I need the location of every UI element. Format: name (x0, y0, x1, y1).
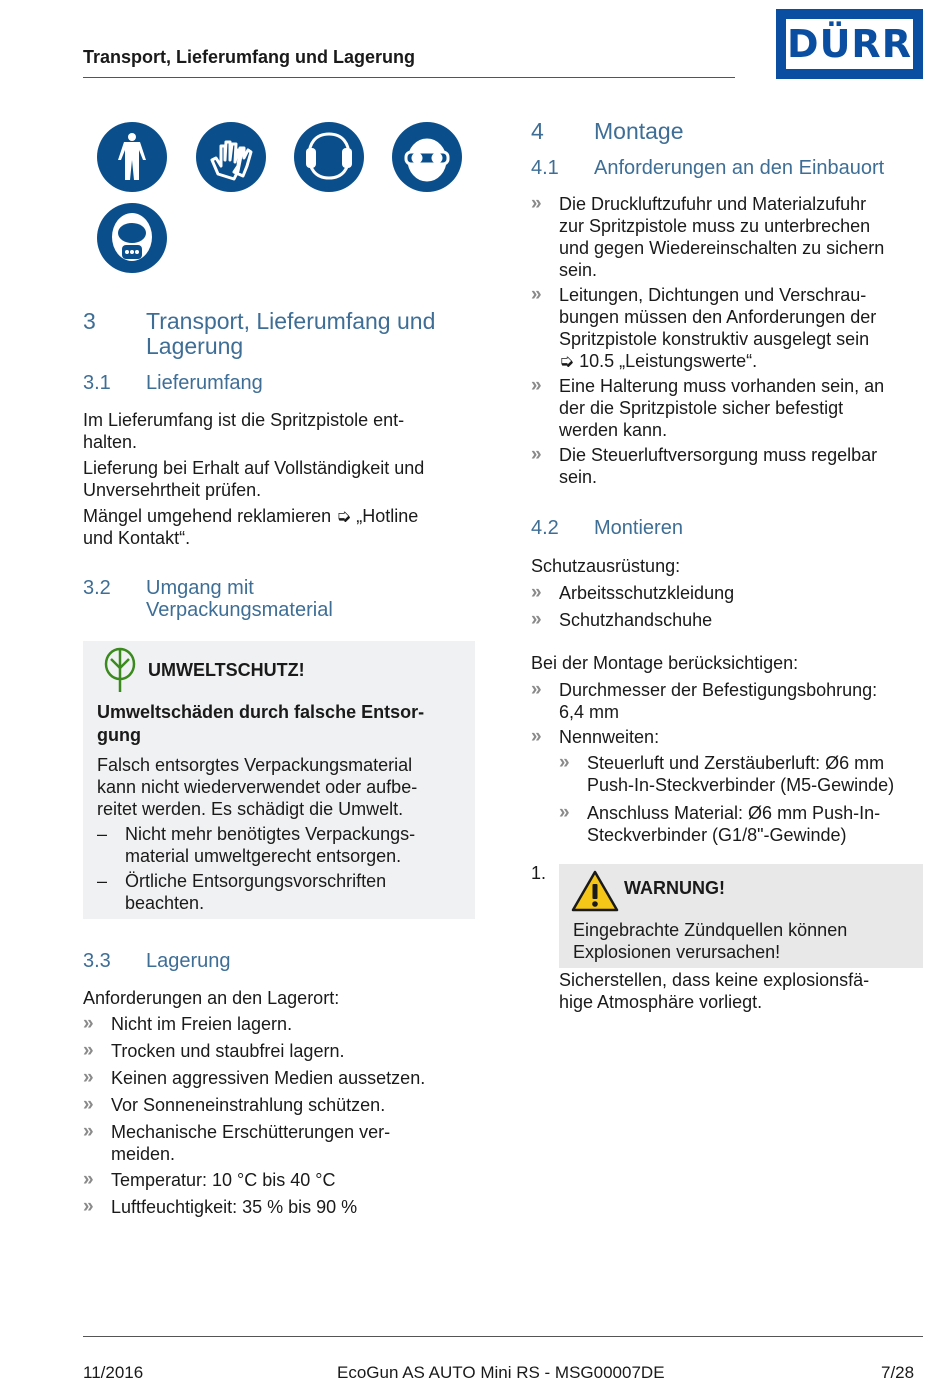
bullet-icon: » (531, 679, 539, 700)
section-4-2-heading (531, 517, 931, 541)
bullet-icon: » (531, 193, 539, 214)
list-item (83, 1040, 483, 1062)
protective-equipment-label: Schutzausrüstung: (531, 556, 681, 576)
section-4-heading (531, 119, 931, 145)
text-line: Schutzhandschuhe (559, 610, 713, 630)
text-line: Keinen aggressiven Medien aussetzen. (111, 1068, 426, 1088)
delivery-check-text (83, 457, 424, 501)
section-title: Transport, Lieferumfang und Lagerung (146, 308, 436, 359)
footer-date: 11/2016 (83, 1363, 144, 1380)
text-line: reitet werden. Es schädigt die Umwelt. (97, 799, 404, 819)
warning-box (559, 864, 923, 968)
list-item (83, 1121, 483, 1165)
respirator-mask-icon (97, 203, 167, 273)
text-line: und Kontakt“. (83, 528, 191, 548)
text-line: halten. (83, 432, 138, 452)
section-number: 4.2 (531, 517, 559, 539)
section-3-heading (83, 309, 483, 361)
text-line: hige Atmosphäre vorliegt. (559, 992, 763, 1012)
environment-notice-box (83, 641, 475, 919)
text-line: Nennweiten: (559, 727, 660, 747)
list-item (83, 1094, 483, 1116)
text-line: Sicherstellen, dass keine explosionsfä- (559, 970, 870, 990)
bullet-icon: » (83, 1169, 91, 1190)
list-item (531, 582, 931, 604)
delivery-scope-text (83, 409, 404, 453)
bullet-icon: » (83, 1040, 91, 1061)
list-item (83, 1013, 483, 1035)
list-item (531, 284, 931, 372)
logo-text: DÜRR (787, 22, 912, 66)
step-number: 1. (531, 863, 547, 883)
ear-protection-icon (294, 122, 364, 192)
text-line: Push-In-Steckverbinder (M5-Gewinde) (587, 775, 895, 795)
text-line: Explosionen verursachen! (573, 942, 781, 962)
text-line: Falsch entsorgtes Verpackungsmaterial (97, 755, 413, 775)
list-item (83, 1196, 483, 1218)
text-line: Örtliche Entsorgungsvorschriften (125, 871, 387, 891)
page-header-title: Transport, Lieferumfang und Lagerung (83, 47, 416, 67)
text-line: bungen müssen den Anforderungen der (559, 307, 877, 327)
mounting-considerations-label: Bei der Montage berücksichtigen: (531, 653, 799, 673)
bullet-icon: » (559, 802, 567, 823)
defect-complaint-text (83, 505, 418, 549)
sub-list-item (559, 752, 929, 796)
bullet-icon: » (83, 1013, 91, 1034)
text-line: gung (97, 725, 141, 745)
environment-text (97, 754, 417, 820)
text-line: Eingebrachte Zündquellen können (573, 920, 848, 940)
text-line: Nicht mehr benötigtes Verpackungs- (125, 824, 416, 844)
bullet-icon: » (83, 1094, 91, 1115)
text-line: meiden. (111, 1144, 176, 1164)
section-title: Montage (594, 118, 684, 144)
bullet-icon: » (531, 582, 539, 603)
list-item (97, 823, 467, 867)
warning-text (573, 919, 847, 963)
protective-clothing-icon (97, 122, 167, 192)
section-title: Lieferumfang (146, 372, 263, 394)
bullet-icon: » (531, 284, 539, 305)
list-item (531, 375, 931, 441)
bullet-icon: » (531, 375, 539, 396)
section-title: Anforderungen an den Einbauort (594, 157, 885, 179)
text-line: material umweltgerecht entsorgen. (125, 846, 402, 866)
hotline-link[interactable]: Mängel umgehend reklamieren ➭ „Hotline (83, 506, 419, 526)
safety-goggles-icon (392, 122, 462, 192)
bullet-icon: » (559, 752, 567, 773)
durr-logo (776, 9, 923, 79)
section-number: 3.2 (83, 577, 111, 599)
text-line: Luftfeuchtigkeit: 35 % bis 90 % (111, 1197, 358, 1217)
text-line: beachten. (125, 893, 205, 913)
footer-document-id: EcoGun AS AUTO Mini RS - MSG00007DE (337, 1363, 665, 1380)
section-number: 3.3 (83, 950, 111, 972)
text-line: kann nicht wiederverwendet oder aufbe- (97, 777, 418, 797)
section-number: 4.1 (531, 157, 559, 179)
environment-heading (97, 701, 424, 747)
text-line: Lieferung bei Erhalt auf Vollständigkeit und (83, 458, 425, 478)
section-title (146, 577, 476, 621)
list-item (83, 1067, 483, 1089)
text-line: der die Spritzpistole sicher befestigt (559, 398, 844, 418)
storage-intro: Anforderungen an den Lagerort: (83, 988, 340, 1008)
text-line: Nicht im Freien lagern. (111, 1014, 293, 1034)
section-number: 4 (531, 118, 544, 144)
list-item (531, 679, 931, 723)
list-item (531, 193, 931, 281)
text-line: Vor Sonneneinstrahlung schützen. (111, 1095, 386, 1115)
text-line: Die Druckluftzufuhr und Materialzufuhr (559, 194, 867, 214)
text-line: Mechanische Erschütterungen ver- (111, 1122, 391, 1142)
list-item (97, 870, 467, 914)
text-line: Anschluss Material: Ø6 mm Push-In- (587, 803, 881, 823)
list-item (83, 1169, 483, 1191)
text-line: 6,4 mm (559, 702, 620, 722)
text-line: Unversehrtheit prüfen. (83, 480, 262, 500)
warning-triangle-icon (571, 869, 619, 913)
dash-mark: – (97, 871, 108, 891)
list-item (531, 444, 931, 488)
bullet-icon: » (531, 444, 539, 465)
dash-mark: – (97, 824, 108, 844)
text-line: Temperatur: 10 °C bis 40 °C (111, 1170, 336, 1190)
list-item (531, 726, 931, 748)
text-line: Arbeitsschutzkleidung (559, 583, 735, 603)
text-line: Die Steuerluftversorgung muss regelbar (559, 445, 878, 465)
leaf-icon (101, 646, 139, 694)
section-3-3-heading (83, 950, 483, 974)
text-line: werden kann. (559, 420, 668, 440)
text-line: Steckverbinder (G1/8"-Gewinde) (587, 825, 847, 845)
text-line: Trocken und staubfrei lagern. (111, 1041, 345, 1061)
section-number: 3 (83, 308, 96, 334)
text-line: Im Lieferumfang ist die Spritzpistole ent- (83, 410, 405, 430)
text-line: Eine Halterung muss vorhanden sein, an (559, 376, 885, 396)
section-title: Lagerung (146, 950, 231, 972)
footer-page-number: 7/28 (881, 1363, 915, 1380)
warning-action-text (559, 969, 869, 1013)
title-line: Umgang mit (146, 577, 254, 599)
list-item (531, 609, 931, 631)
section-title: Montieren (594, 517, 683, 539)
performance-values-link[interactable]: ➭ 10.5 „Leistungswerte“. (559, 351, 758, 371)
title-line: Verpackungsmaterial (146, 599, 333, 621)
section-number: 3.1 (83, 372, 111, 394)
environment-label: UMWELTSCHUTZ! (148, 660, 305, 680)
protective-gloves-icon (196, 122, 266, 192)
text-line: Spritzpistole konstruktiv ausgelegt sein (559, 329, 870, 349)
footer-divider (83, 1336, 923, 1337)
section-4-1-heading (531, 157, 931, 181)
warning-label: WARNUNG! (624, 878, 725, 898)
text-line: Steuerluft und Zerstäuberluft: Ø6 mm (587, 753, 885, 773)
bullet-icon: » (531, 726, 539, 747)
text-line: Umweltschäden durch falsche Entsor- (97, 702, 425, 722)
section-3-1-heading (83, 372, 483, 396)
sub-list-item (559, 802, 929, 846)
bullet-icon: » (83, 1121, 91, 1142)
text-line: sein. (559, 467, 598, 487)
text-line: sein. (559, 260, 598, 280)
bullet-icon: » (531, 609, 539, 630)
text-line: zur Spritzpistole muss zu unterbrechen (559, 216, 871, 236)
text-line: und gegen Wiedereinschalten zu sichern (559, 238, 885, 258)
section-3-2-heading (83, 577, 483, 623)
text-line: Durchmesser der Befestigungsbohrung: (559, 680, 878, 700)
bullet-icon: » (83, 1067, 91, 1088)
bullet-icon: » (83, 1196, 91, 1217)
text-line: Leitungen, Dichtungen und Verschrau- (559, 285, 867, 305)
header-divider (83, 77, 735, 78)
